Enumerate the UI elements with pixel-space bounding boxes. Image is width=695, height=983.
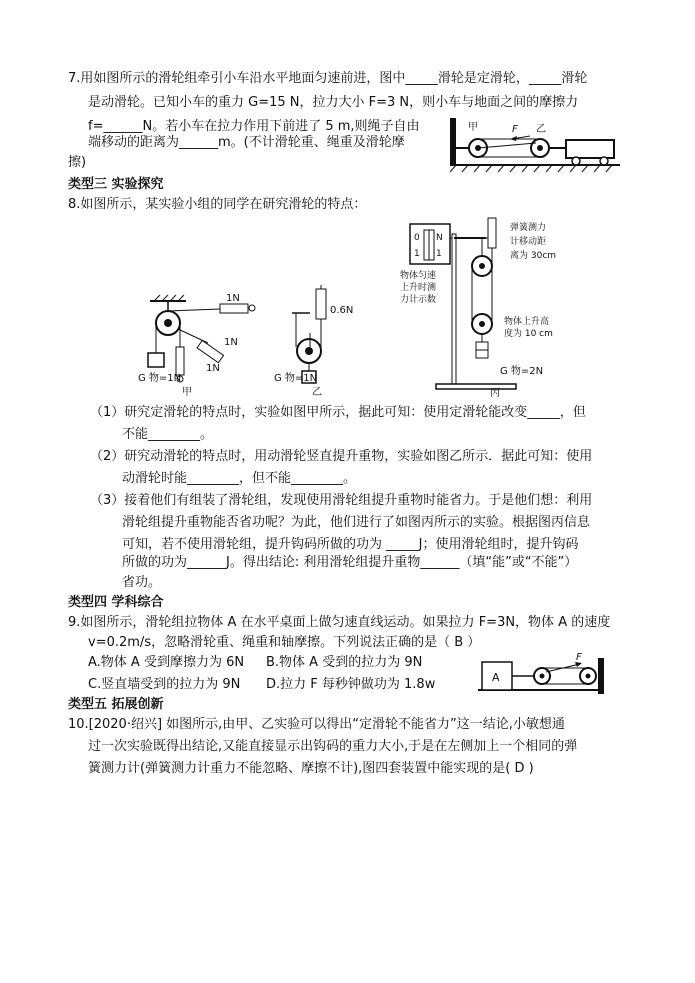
force-2: 1N (224, 337, 238, 348)
q8-s1-line-2: 不能________。 (122, 427, 214, 442)
q9-option-a: A.物体 A 受到摩擦力为 6N (88, 655, 245, 670)
q8-s2-line-2: 动滑轮时能________，但不能________。 (122, 471, 357, 486)
spring-scale-1 (220, 304, 248, 313)
weight-2 (476, 350, 488, 358)
q10-line-3: 簧测力计(弹簧测力计重力不能忽略、摩擦不计),图四套装置中能实现的是( D ) (88, 761, 534, 776)
wall (598, 658, 604, 694)
type3-heading: 类型三 实验探究 (68, 177, 164, 192)
force-1: 1N (226, 293, 240, 304)
type5-heading: 类型五 拓展创新 (68, 697, 164, 712)
q7-pulley-car-figure (448, 110, 623, 175)
spring-scale (316, 289, 326, 319)
label-F: F (512, 124, 518, 135)
note-top-1: 弹簧测力 (510, 223, 547, 233)
q9-line-2: v=0.2m/s，忽略滑轮重、绳重和轴摩擦。下列说法正确的是（ B ） (88, 635, 481, 650)
scale-N: N (436, 233, 443, 243)
scale-1b: 1 (436, 249, 442, 259)
label-A: A (492, 671, 500, 684)
q7-line-5: 擦) (68, 155, 87, 170)
q7-line-4: 端移动的距离为______m。(不计滑轮重、绳重及滑轮摩 (88, 135, 405, 150)
car (566, 140, 614, 158)
weight-jia: G 物=1N (138, 373, 182, 384)
reading-yi: 0.6N (330, 305, 354, 316)
stand-base (436, 384, 516, 389)
q10-line-2: 过一次实验既得出结论,又能直接显示出钩码的重力大小,于是在左侧加上一个相同的弹 (88, 739, 578, 754)
note-top-2: 计移动距 (510, 237, 547, 247)
caption-bing: 丙 (490, 388, 500, 399)
q8-s3-line-1: （3）接着他们有组装了滑轮组，发现使用滑轮组提升重物时能省力。于是他们想：利用 (90, 493, 593, 508)
note-top-3: 离为 30cm (510, 251, 557, 261)
q8-s3-line-2: 滑轮组提升重物能否省功呢？为此，他们进行了如图丙所示的实验。根据图丙信息 (122, 515, 591, 530)
note-mid-1: 物体上升高 (504, 317, 550, 327)
scale-1a: 1 (414, 249, 420, 259)
weight-block (148, 353, 164, 367)
q8-s2-line-1: （2）研究动滑轮的特点时，用动滑轮竖直提升重物，实验如图乙所示．据此可知：使用 (90, 449, 593, 464)
q8-figure-jia (128, 285, 268, 400)
wall (450, 118, 456, 165)
note-mid-2: 度为 10 cm (504, 329, 553, 339)
q8-intro: 8.如图所示，某实验小组的同学在研究滑轮的特点： (68, 197, 367, 212)
q8-s3-line-4: 所做的功为______J。得出结论: 利用滑轮组提升重物______（填“能”或“不能”） (122, 555, 578, 570)
q8-figure-yi (274, 285, 362, 400)
spring-scale-3 (176, 347, 184, 375)
weight-1 (476, 342, 488, 350)
q7-line-1: 7.用如图所示的滑轮组牵引小车沿水平地面匀速前进，图中_____滑轮是定滑轮，_____滑轮 (68, 71, 588, 86)
q7-line-3: f=______N。若小车在拉力作用下前进了 5 m,则绳子自由 (88, 119, 420, 134)
weight-bing: G 物=2N (500, 366, 544, 377)
q8-figure-bing (396, 216, 596, 399)
q8-s1-line-1: （1）研究定滑轮的特点时，实验如图甲所示，据此可知：使用定滑轮能改变_____，但 (90, 405, 586, 420)
note-left-2: 上升时测 (400, 283, 437, 293)
q9-line-1: 9.如图所示，滑轮组拉物体 A 在水平桌面上做匀速直线运动。如果拉力 F=3N，物体 A 的速度 (68, 615, 611, 630)
q9-option-b: B.物体 A 受到的拉力为 9N (266, 655, 423, 670)
q10-line-1: 10.[2020·绍兴] 如图所示,由甲、乙实验可以得出“定滑轮不能省力”这一结论,小敏想通 (68, 717, 565, 732)
caption-yi: 乙 (312, 387, 322, 398)
q8-s3-line-5: 省功。 (122, 575, 162, 590)
q9-figure (476, 650, 621, 698)
force-3: 1N (206, 363, 220, 374)
note-left-1: 物体匀速 (400, 271, 437, 281)
spring-scale (488, 218, 496, 248)
caption-jia: 甲 (182, 387, 192, 398)
stand-pole (452, 234, 456, 384)
label-jia: 甲 (468, 122, 478, 133)
label-F: F (576, 652, 582, 663)
scale-0: 0 (414, 233, 420, 243)
type4-heading: 类型四 学科综合 (68, 595, 164, 610)
q9-option-d: D.拉力 F 每秒钟做功为 1.8w (266, 677, 436, 692)
q9-option-c: C.竖直墙受到的拉力为 9N (88, 677, 241, 692)
spring-scale-2 (197, 340, 223, 362)
q8-s3-line-3: 可知，若不使用滑轮组，提升钩码所做的功为 _____J；使用滑轮组时，提升钩码 (122, 537, 579, 552)
weight-yi: G 物=1N (274, 373, 318, 384)
note-left-3: 力计示数 (400, 295, 437, 305)
q7-line-2: 是动滑轮。已知小车的重力 G=15 N，拉力大小 F=3 N，则小车与地面之间的摩擦力 (88, 95, 579, 110)
label-yi: 乙 (536, 124, 546, 135)
